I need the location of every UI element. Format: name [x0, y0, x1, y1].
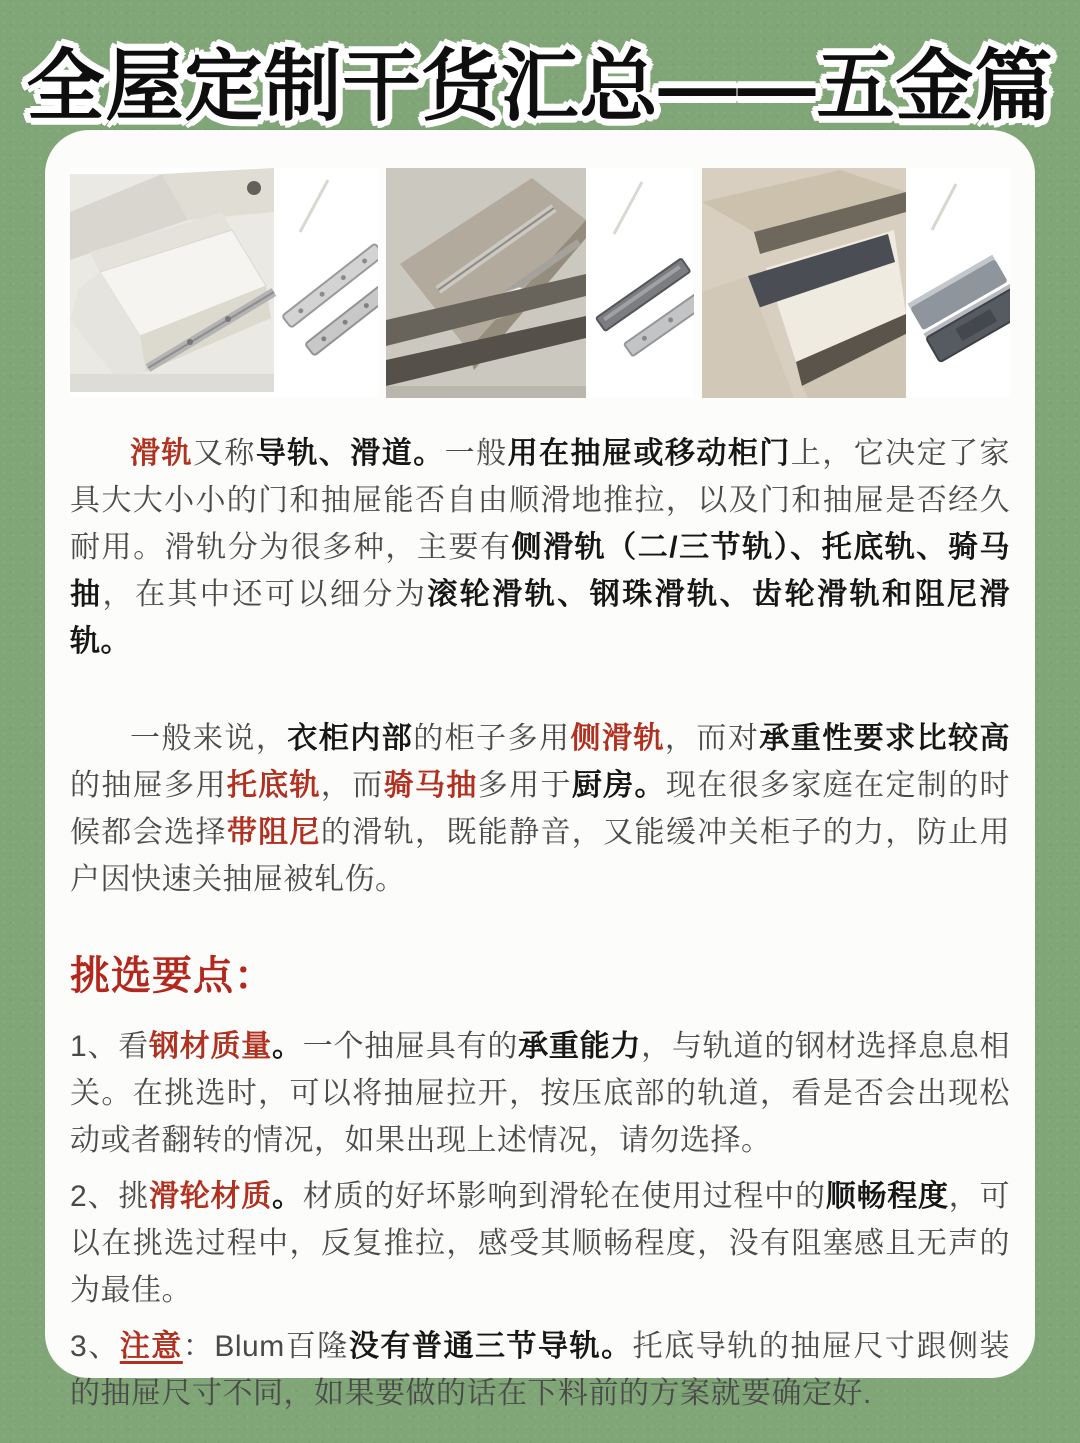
drawer-underside-illustration [386, 168, 586, 398]
text-run: 导轨、滑道。 [255, 437, 445, 470]
text-run: 。 [272, 1180, 303, 1213]
text-run: 顺畅程度 [825, 1180, 949, 1213]
text-run: 厨房。 [571, 769, 666, 802]
point-roller-material [70, 1173, 1010, 1314]
page-title: 全屋定制干货汇总——五金篇 [26, 42, 1054, 130]
text-run: ，与轨道的钢材选择息息相关。在挑选时，可以将抽屉拉开，按压底部的轨道，看是否会出现松动或者翻转的情况，如果出现上述情况，请勿选择。 [70, 1030, 1011, 1157]
text-run: ，可以在挑选过程中，反复推拉，感受其顺畅程度，没有阻塞感且无声的为最佳。 [70, 1180, 1011, 1307]
text-run: 侧滑轨 [570, 722, 665, 755]
paragraph-slide-intro [70, 430, 1010, 665]
text-run: 滑轮材质 [148, 1180, 273, 1213]
text-run: ，在其中还可以细分为 [102, 578, 428, 611]
text-run: ，而对 [664, 722, 760, 755]
photo-row [70, 168, 1010, 398]
text-run: 一个抽屉具有的 [302, 1030, 519, 1063]
text-run: 又称 [192, 437, 256, 470]
text-run: 1、看 [70, 1030, 149, 1063]
text-run: 上，它决定了家具大大小小的门和抽屉能否自由顺滑地推拉，以及门和抽屉是否经久耐用。滑轨分为很多种，主要有 [70, 437, 1011, 564]
tandem-drawer-illustration [702, 168, 906, 398]
text-run: 多用于 [477, 769, 572, 802]
text-run: 滚轮滑轨、钢珠滑轨、齿轮滑轨和阻尼滑轨。 [70, 578, 1011, 658]
text-run: 的滑轨，既能静音，又能缓冲关柜子的力，防止用户因快速关抽屉被轧伤。 [70, 816, 1011, 896]
text-run: ，而 [320, 769, 384, 802]
text-run: 托底轨 [226, 769, 321, 802]
text-run: 滑轨 [130, 437, 193, 470]
text-run: 3、 [70, 1330, 120, 1363]
text-run: 托底导轨的抽屉尺寸跟侧装的抽屉尺寸不同，如果要做的话在下料前的方案就要确定好. [70, 1330, 1011, 1410]
undermount-slide-photo [386, 168, 694, 398]
text-run: 一般 [444, 437, 508, 470]
section-heading-selection-points: 挑选要点： [70, 954, 275, 998]
text-run: 骑马抽 [383, 769, 478, 802]
text-run: 。 [272, 1030, 303, 1063]
side-mount-slide-photo [70, 168, 378, 398]
text-run: 衣柜内部 [287, 722, 414, 755]
text-run: 注意 [119, 1330, 183, 1363]
text-run: 带阻尼 [226, 816, 321, 849]
text-run: 钢材质量 [148, 1030, 273, 1063]
text-run: 现在很多家庭在定制的时候都会选择 [70, 769, 1011, 849]
text-run: 的抽屉多用 [70, 769, 227, 802]
point-steel-quality [70, 1023, 1010, 1164]
text-run: ：Blum百隆 [182, 1330, 349, 1363]
paragraph-slide-usage [70, 715, 1010, 903]
text-run: 承重性要求比较高 [759, 722, 1011, 755]
text-run: 承重能力 [518, 1030, 642, 1063]
text-run: 2、挑 [70, 1180, 149, 1213]
text-run: 材质的好坏影响到滑轮在使用过程中的 [302, 1180, 826, 1213]
tandem-box-slide-photo [702, 168, 1010, 398]
text-run: 一般来说， [130, 722, 288, 755]
drawer-open-illustration [70, 168, 274, 392]
text-run: 用在抽屉或移动柜门 [507, 437, 791, 470]
text-run: 的柜子多用 [413, 722, 571, 755]
text-run: 侧滑轨（二/三节轨）、托底轨、骑马抽 [70, 531, 1010, 611]
text-run: 没有普通三节导轨。 [348, 1330, 633, 1363]
point-blum-note [70, 1323, 1010, 1417]
content-card [45, 130, 1035, 1410]
